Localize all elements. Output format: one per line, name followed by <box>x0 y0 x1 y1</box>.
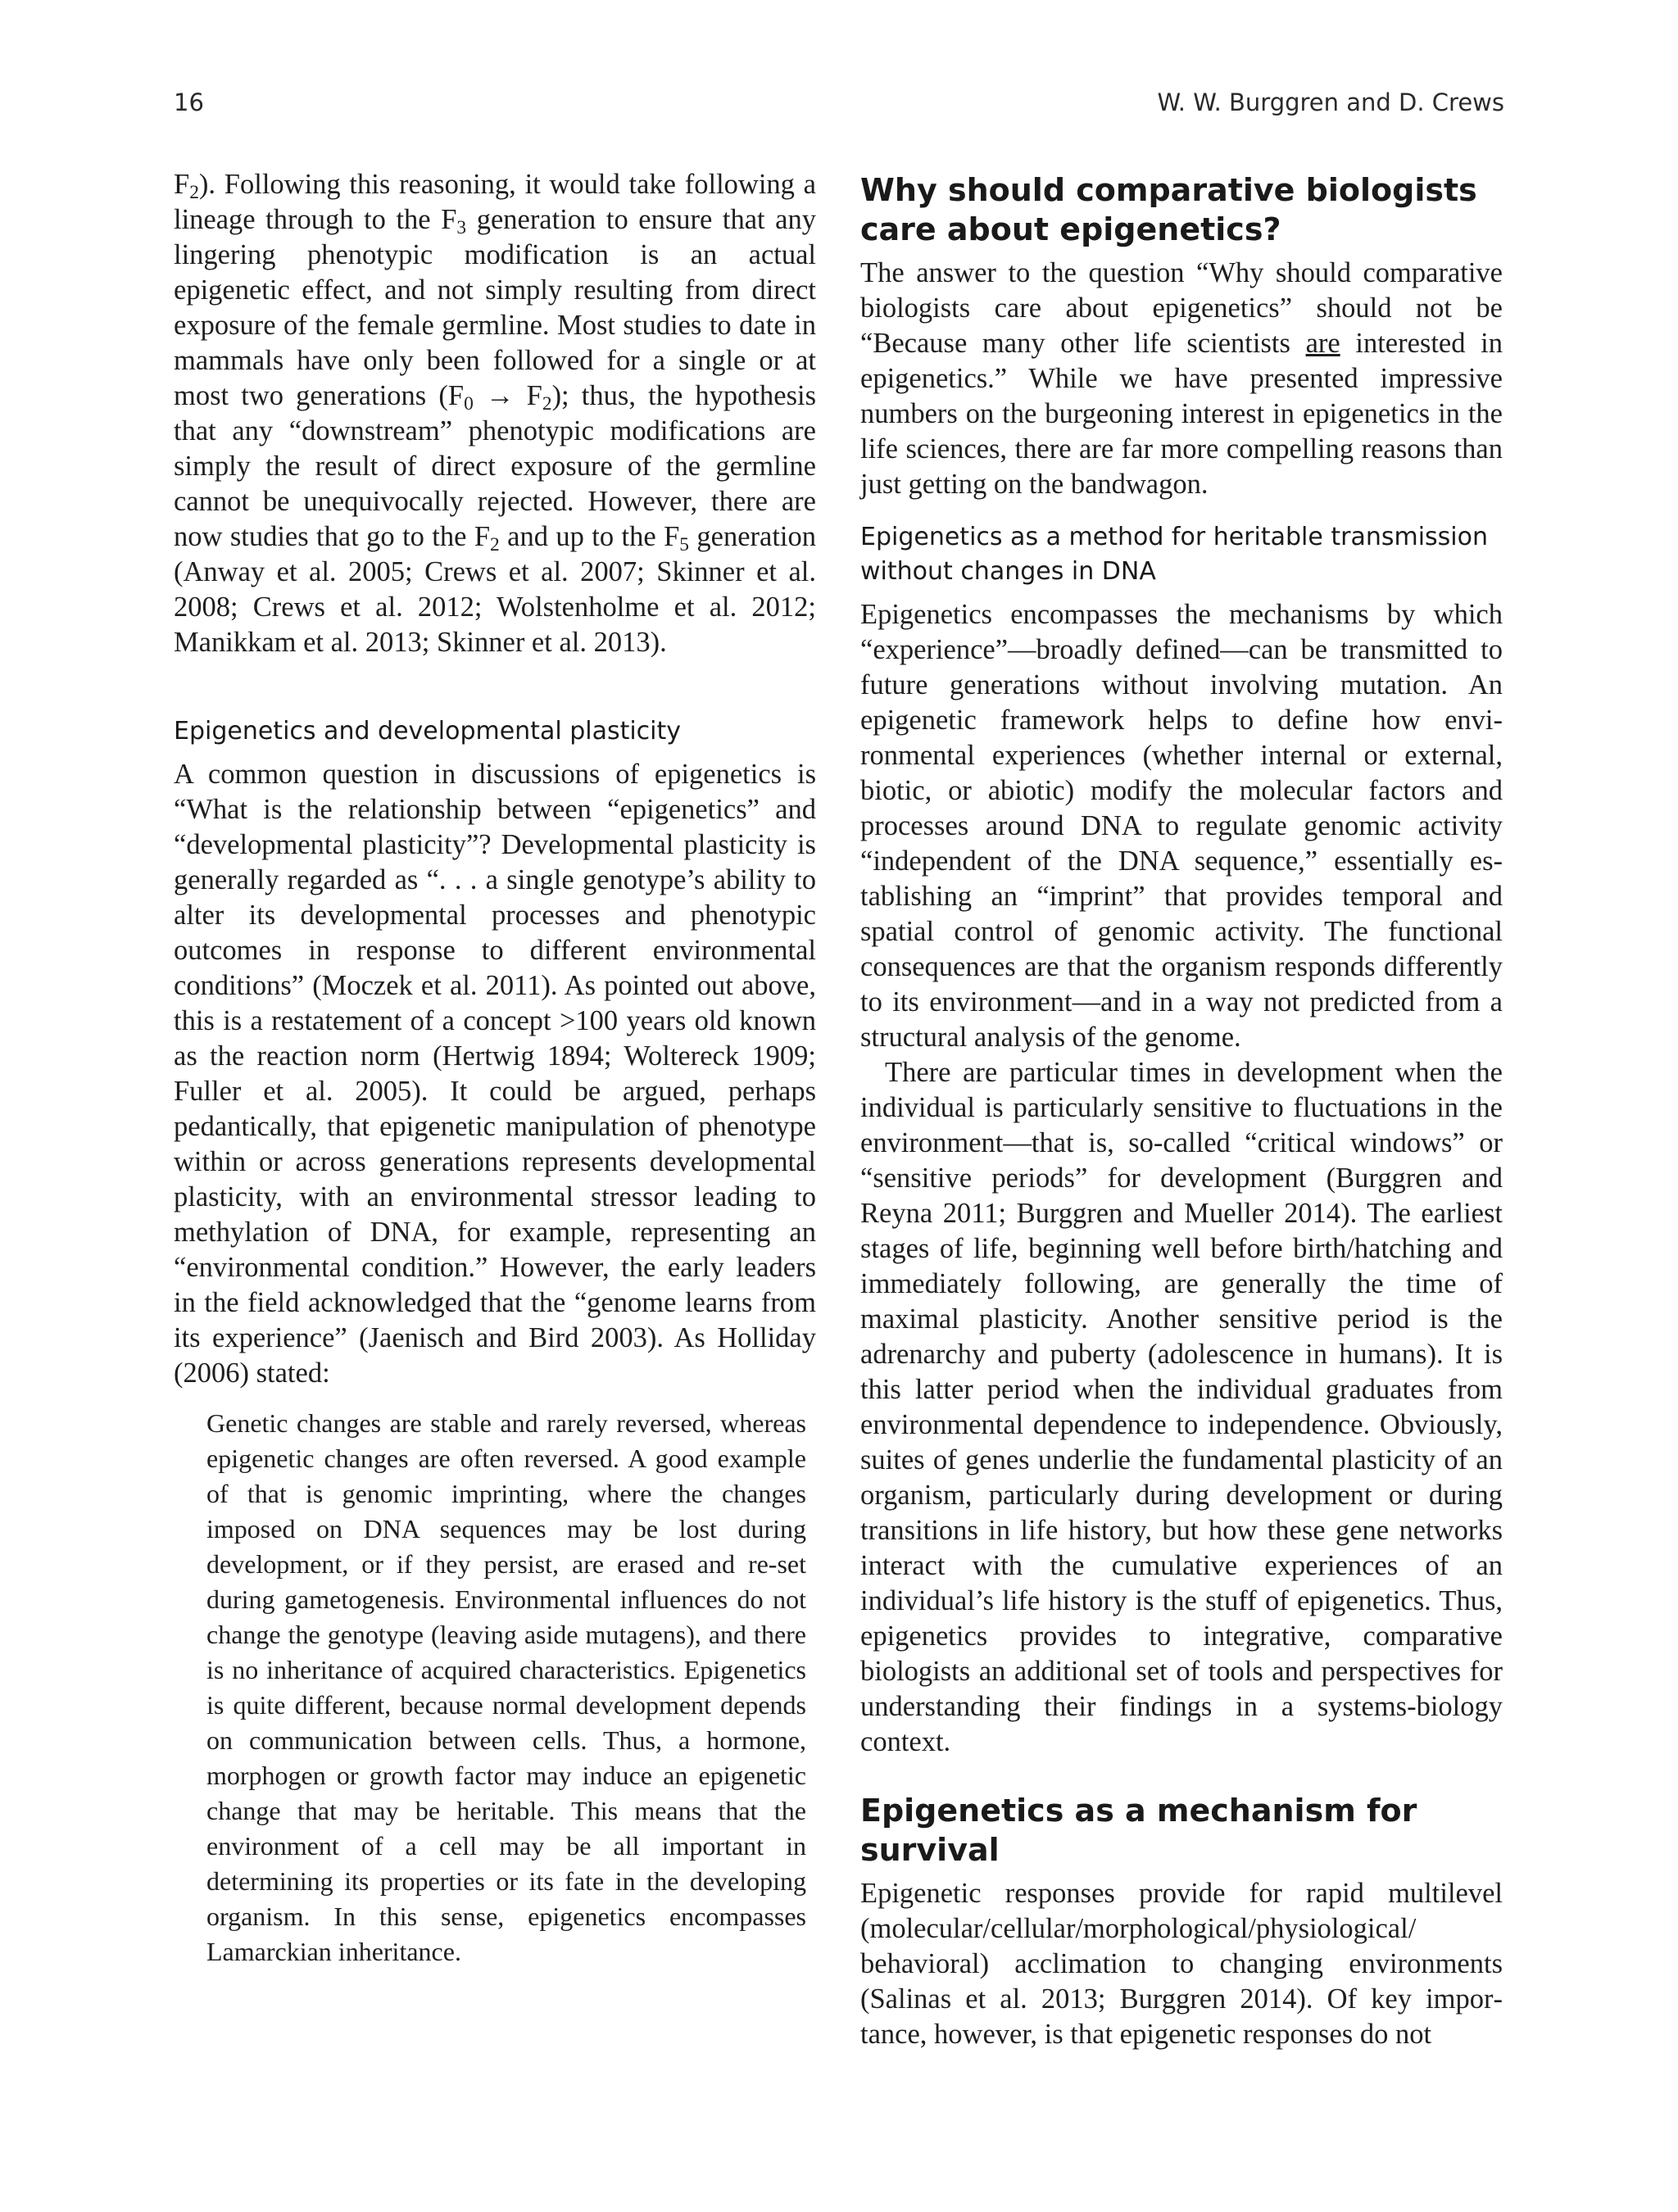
survival-paragraph: Epigenetic responses provide for rapid multilevel (molecular/cellular/morphological/physiological/ behavioral) acclimation to changing environments (Salinas et al. 2013; Burggren 2014). Of key importance, however, is that epigenetic responses do not <box>860 1878 1503 2050</box>
plasticity-paragraph: A common question in discussions of epigenetics is “What is the relationship between “epigenetics” and “developmental plasticity”? Developmental plasticity is generally regarded as “. . . a single genotype’s ability to alter its developmental processes and phenotypic outcomes in response to different environmental conditions” (Moczek et al. 2011). As pointed out above, this is a restatement of a concept >100 years old known as the reaction norm (Hertwig 1894; Woltereck 1909; Fuller et al. 2005). It could be argued, perhaps pedantically, that epigenetic manipulation of phenotype within or across generations represents developmental plasticity, with an environmental stressor leading to methylation of DNA, for example, representing an “environmental condition.” However, the early leaders in the field acknowledged that the “genome learns from its experience” (Jaenisch and Bird 2003). As Holliday (2006) stated: <box>174 759 816 1389</box>
running-head-authors: W. W. Burggren and D. Crews <box>1157 88 1504 116</box>
running-head <box>174 88 1504 121</box>
method-paragraph-2: There are particular times in development when the individual is particularly sensitive to fluctuations in the environment—that is, so-called “critical windows” or “sensitive periods” for development (Burggren and Reyna 2011; Burggren and Mueller 2014). The earliest stages of life, beginning well before birth/hatching and immediately following, are generally the time of maximal plasticity. Another sensitive period is the adrenarchy and puberty (adolescence in humans). It is this latter period when the individual graduates from environmental dependence to independence. Obviously, suites of genes underlie the fundamental plasticity of an organism, particularly during development or during transitions in life history, but how these gene networks interact with the cumulative experiences of an individual’s life history is the stuff of epigenetics. Thus, epigenetics provides to integrative, comparative biologists an additional set of tools and perspectives for understanding their findings in a systems-biology context. <box>860 1057 1503 1757</box>
section-heading-why: Why should comparative biologists care about epigenetics? <box>860 172 1477 247</box>
left-column <box>174 167 816 1969</box>
continuation-paragraph: $F_2$). Following this reasoning, it would take following a lineage through to the $F_3$ generation to ensure that any lingering phenotypic modification is an actual epigenetic effect, and not simply resulting from direct exposure of the female germline. Most studies to date in mammals have only been followed for a single or at most two generations $(F_0 \to F_2)$; thus, the hypothesis that any “downstream” phenotypic modifications are simply the result of direct exposure of the germline cannot be unequivocally rejected. However, there are now studies that go to the $F_2$ and up to the $F_5$ generation (Anway et al. 2005; Crews et al. 2007; Skinner et al. 2008; Crews et al. 2012; Wolstenholme et al. 2012; Manikkam et al. 2013; Skinner et al. 2013). <box>174 169 817 658</box>
why-paragraph: The answer to the question “Why should comparative biologists care about epigenetics” should not be “Because many other life scientists are interested in epigenetics.” While we have presented impressive numbers on the burgeoning interest in epigenetics in the life sciences, there are far more compelling reasons than just getting on the bandwagon. <box>860 257 1503 500</box>
quote-text: Genetic changes are stable and rarely reversed, whereas epigenetic changes are often reversed. A good example of that is genomic imprinting, where the changes imposed on DNA sequences may be lost during development, or if they persist, are erased and re-set during gametogenesis. Environmental influences do not change the genotype (leaving aside mutagens), and there is no inheritance of acquired characteristics. Epigenetics is quite different, because normal development depends on communication between cells. Thus, a hormone, morphogen or growth factor may induce an epigenetic change that may be heritable. This means that the environment of a cell may be all important in determining its properties or its fate in the developing organism. In this sense, epigenetics encompasses Lamarckian inheritance. <box>206 1408 806 1966</box>
subsection-heading-plasticity: Epigenetics and developmental plasticity <box>174 717 682 746</box>
page-number: 16 <box>174 88 204 116</box>
emphasis-are: are <box>1305 328 1340 359</box>
holliday-quote <box>206 1406 806 1969</box>
section-heading-survival: Epigenetics as a mechanism for survival <box>860 1793 1417 1868</box>
method-paragraph-1: Epigenetics encompasses the mechanisms by which “experience”—broadly defined—can be transmitted to future generations without involving mutation. An epigenetic framework helps to define how environmental experiences (whether internal or external, biotic, or abiotic) modify the molecular factors and processes around DNA to regulate genomic activity “independent of the DNA sequence,” essentially establishing an “imprint” that provides temporal and spatial control of genomic activity. The functional consequences are that the organism responds differently to its environment—and in a way not predicted from a structural analysis of the genome. <box>860 599 1503 1053</box>
subsection-heading-method: Epigenetics as a method for heritable transmission without changes in DNA <box>860 523 1489 586</box>
right-column <box>860 167 1503 2052</box>
